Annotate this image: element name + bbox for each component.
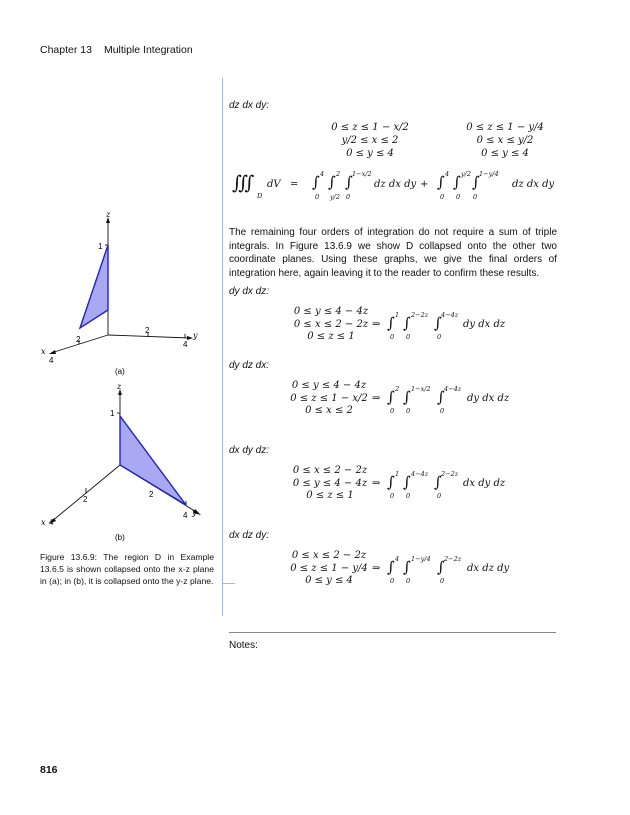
- integral-region: D: [257, 192, 263, 200]
- limit: 4−4z: [411, 470, 429, 478]
- bound-line: 0 ≤ x ≤ 2 − 2z: [292, 465, 368, 476]
- order-heading: dx dz dy:: [229, 530, 270, 541]
- bound-line: y/2 ≤ x ≤ 2: [341, 135, 399, 146]
- order-bounds: [283, 380, 375, 418]
- integral-sign: ∫: [437, 388, 445, 406]
- limit: 2: [395, 385, 400, 393]
- figure-b: [40, 380, 220, 545]
- limit: 0: [473, 193, 478, 201]
- integral-sign: ∫: [387, 314, 395, 332]
- order-heading: dx dy dz:: [229, 445, 270, 456]
- limit: 0: [406, 492, 411, 500]
- limit: 2−2z: [441, 470, 459, 478]
- bound-line: 0 ≤ x ≤ 2 − 2z: [291, 550, 367, 561]
- heading-dzdxdy: dz dx dy:: [229, 100, 270, 111]
- limit: 0: [390, 333, 395, 341]
- implies-arrow: ⇒: [372, 319, 381, 330]
- implies-arrow: ⇒: [372, 478, 381, 489]
- limit: 0: [437, 492, 442, 500]
- y-axis-label: y: [193, 331, 198, 340]
- page-number: 816: [40, 764, 58, 776]
- bound-line: 0 ≤ x ≤ 2 − 2z: [293, 318, 369, 330]
- z-axis-label: z: [106, 210, 111, 219]
- limit: 1−x/2: [411, 385, 431, 393]
- limit: 0: [406, 333, 411, 341]
- bound-line: 0 ≤ y ≤ 4: [346, 148, 394, 159]
- limit: 0: [437, 333, 442, 341]
- bound-line: 0 ≤ y ≤ 4 − 4z: [291, 380, 367, 391]
- order-bounds: [289, 465, 371, 503]
- limit: 1: [395, 470, 400, 478]
- limit: 0: [390, 577, 395, 585]
- differentials: dx dy dz: [463, 478, 506, 489]
- chapter-title: Multiple Integration: [103, 44, 193, 56]
- y-tick-2-label: 2: [145, 326, 150, 335]
- x-tick-4-label: 4: [49, 518, 54, 527]
- y-axis-label: y: [192, 508, 197, 517]
- z-tick-label: 1: [98, 242, 103, 251]
- bound-line: 0 ≤ x ≤ 2: [305, 405, 353, 416]
- integral-sign: ∫: [434, 473, 442, 491]
- differentials: dy dx dz: [463, 319, 506, 330]
- limit: 0: [440, 407, 445, 415]
- bounds-left: [305, 121, 435, 160]
- integral-sign: ∫: [453, 173, 461, 191]
- triple-integral-sign: ∭: [232, 172, 255, 194]
- limit: 0: [456, 193, 461, 201]
- plus-sign: +: [420, 179, 429, 190]
- notes-label: Notes:: [229, 640, 258, 651]
- differentials: dz dx dy: [512, 179, 555, 190]
- bound-line: 0 ≤ y ≤ 4: [481, 148, 529, 159]
- margin-rule: [222, 78, 223, 616]
- limit: 0: [406, 407, 411, 415]
- y-axis: [108, 335, 190, 338]
- x-axis-label: x: [41, 518, 46, 527]
- limit: 0: [406, 577, 411, 585]
- implies-arrow: ⇒: [372, 393, 381, 404]
- differentials: dz dx dy: [374, 179, 417, 190]
- bound-line: 0 ≤ z ≤ 1 − y/4: [290, 562, 368, 574]
- limit: 1: [395, 311, 400, 319]
- z-tick-label: 1: [110, 409, 115, 418]
- x-tick-4-label: 4: [49, 356, 54, 365]
- bound-line: 0 ≤ y ≤ 4: [305, 575, 353, 586]
- integral-sign: ∫: [328, 173, 336, 191]
- limit: 1−x/2: [352, 170, 372, 178]
- bound-line: 0 ≤ y ≤ 4 − 4z: [293, 306, 369, 317]
- y-tick-4-label: 4: [183, 340, 188, 349]
- integral-sign: ∫: [403, 388, 411, 406]
- limit: y/2: [330, 193, 340, 201]
- order-bounds: [283, 550, 375, 588]
- integral-sign: ∫: [387, 558, 395, 576]
- bound-line: 0 ≤ z ≤ 1: [307, 331, 355, 342]
- integral-sign: ∫: [403, 558, 411, 576]
- limit: 4: [445, 170, 450, 178]
- order-block: [229, 530, 559, 590]
- limit: 4: [320, 170, 325, 178]
- chapter-number: Chapter 13: [40, 44, 92, 56]
- figure-b-tag: (b): [115, 533, 125, 542]
- integral-sign: ∫: [387, 473, 395, 491]
- order-block: [229, 445, 559, 505]
- x-tick-2-label: 2: [83, 495, 88, 504]
- bound-line: 0 ≤ z ≤ 1 − y/4: [466, 122, 544, 133]
- bound-line: 0 ≤ z ≤ 1 − x/2: [331, 122, 409, 133]
- integral-sign: ∫: [437, 173, 445, 191]
- limit: 0: [390, 407, 395, 415]
- order-bounds: [291, 306, 371, 344]
- integral-sign: ∫: [312, 173, 320, 191]
- limit: 2−2z: [411, 311, 429, 319]
- integral-sign: ∫: [403, 314, 411, 332]
- running-header: [40, 44, 193, 56]
- equals-sign: =: [290, 179, 299, 190]
- notes-divider: [229, 632, 556, 633]
- region-d-projection-xz: [80, 245, 108, 328]
- figure-a-tag: (a): [115, 367, 125, 376]
- limit: 0: [346, 193, 351, 201]
- limit: 0: [440, 577, 445, 585]
- implies-arrow: ⇒: [372, 563, 381, 574]
- integral-sign: ∫: [472, 173, 480, 191]
- bounds-right: [440, 121, 570, 160]
- x-tick-2-label: 2: [76, 335, 81, 344]
- integral-sign: ∫: [387, 388, 395, 406]
- y-tick-4-label: 4: [183, 511, 188, 520]
- dV: dV: [267, 179, 281, 190]
- integral-sign: ∫: [345, 173, 353, 191]
- triple-integral-equation: [232, 168, 562, 212]
- integral-sign: ∫: [434, 314, 442, 332]
- limit: 4−4z: [444, 385, 462, 393]
- differentials: dx dz dy: [467, 563, 510, 574]
- figure-a: [40, 205, 220, 380]
- z-axis-label: z: [117, 382, 122, 391]
- limit: 0: [315, 193, 320, 201]
- y-tick-2-label: 2: [149, 490, 154, 499]
- x-axis: [51, 465, 120, 522]
- limit: y/2: [461, 170, 471, 178]
- limit: 1−y/4: [411, 555, 431, 563]
- order-heading: dy dz dx:: [229, 360, 270, 371]
- limit: 4: [395, 555, 400, 563]
- order-heading: dy dx dz:: [229, 286, 270, 297]
- limit: 1−y/4: [479, 170, 499, 178]
- figure-caption: Figure 13.6.9: The region D in Example 13.6.5 is shown collapsed onto the x-z plane in (a); in (b), it is collapsed onto the y-z plane.: [40, 552, 214, 587]
- bound-line: 0 ≤ x ≤ y/2: [476, 135, 534, 146]
- body-paragraph: The remaining four orders of integration do not require a sum of triple integrals. In Figure 13.6.9 we show D collapsed onto the other two coordinate planes. Using these graphs, we give the final orders of integration here, again leaving it to the reader to confirm these results.: [229, 227, 557, 279]
- order-block: [229, 286, 559, 346]
- bound-line: 0 ≤ z ≤ 1: [306, 490, 354, 501]
- limit: 2: [336, 170, 341, 178]
- bound-line: 0 ≤ y ≤ 4 − 4z: [292, 477, 368, 489]
- integral-sign: ∫: [403, 473, 411, 491]
- limit: 2−2z: [444, 555, 462, 563]
- differentials: dy dx dz: [467, 393, 510, 404]
- limit: 4−4z: [441, 311, 459, 319]
- limit: 0: [390, 492, 395, 500]
- bound-line: 0 ≤ z ≤ 1 − x/2: [290, 392, 368, 404]
- x-axis-label: x: [41, 347, 46, 356]
- order-block: [229, 360, 559, 420]
- integral-sign: ∫: [437, 558, 445, 576]
- limit: 0: [440, 193, 445, 201]
